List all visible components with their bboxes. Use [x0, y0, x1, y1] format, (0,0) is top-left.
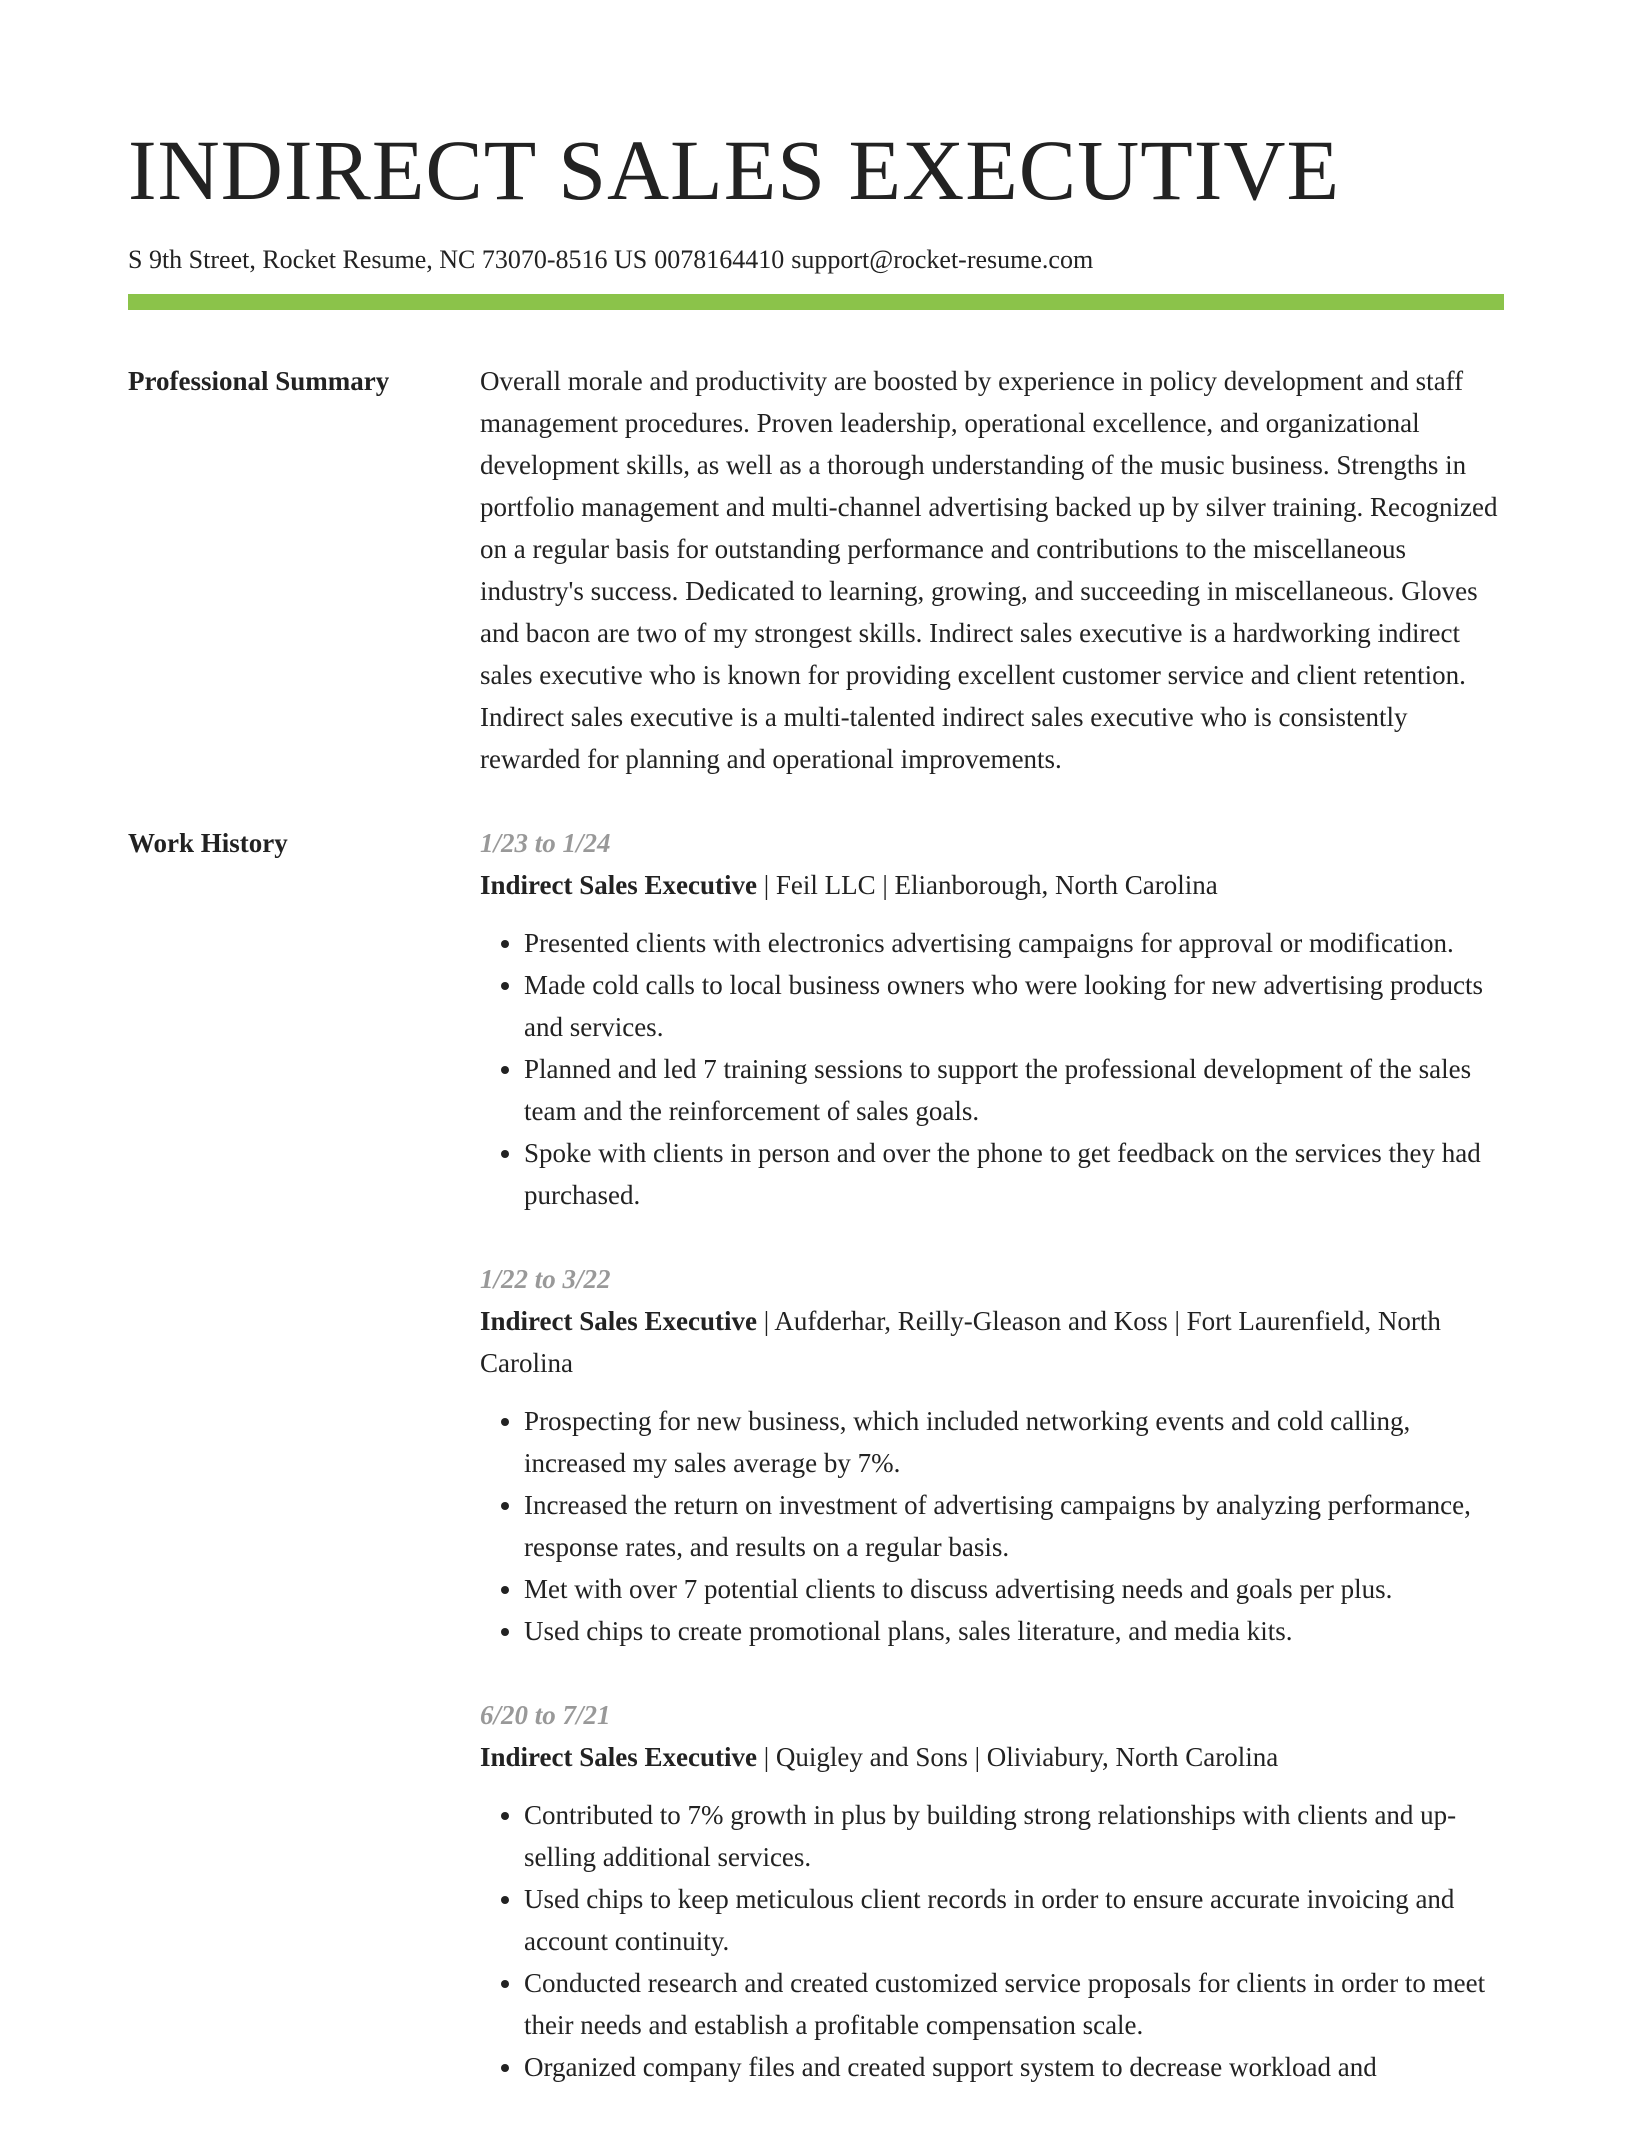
job-separator: |: [875, 870, 895, 900]
job-company: Aufderhar, Reilly-Gleason and Koss: [774, 1306, 1168, 1336]
contact-phone: 0078164410: [654, 245, 785, 274]
job-title: Indirect Sales Executive: [480, 1742, 757, 1772]
job-separator: |: [756, 1742, 776, 1772]
job-bullet: • Spoke with clients in person and over the phone to get feedback on the services they had purchased.: [524, 1132, 1504, 1216]
job-entry: [480, 822, 1504, 1216]
job-location: Oliviabury, North Carolina: [986, 1742, 1279, 1772]
header-divider: [128, 294, 1504, 310]
job-bullet: • Used chips to keep meticulous client records in order to ensure accurate invoicing and account continuity.: [524, 1878, 1504, 1962]
job-bullet: • Made cold calls to local business owners who were looking for new advertising products and services.: [524, 964, 1504, 1048]
job-bullet-list: [480, 1794, 1504, 2088]
job-entry: [480, 1694, 1504, 2088]
section-label-summary: Professional Summary: [128, 366, 390, 396]
job-bullet: • Organized company files and created support system to decrease workload and: [524, 2046, 1504, 2088]
job-entry: [480, 1258, 1504, 1652]
job-bullet: • Contributed to 7% growth in plus by building strong relationships with clients and up-selling additional services.: [524, 1794, 1504, 1878]
job-bullet: • Presented clients with electronics advertising campaigns for approval or modification.: [524, 922, 1504, 964]
job-bullet-list: [480, 922, 1504, 1216]
summary-body: [480, 360, 1504, 780]
job-separator: |: [967, 1742, 987, 1772]
job-title-line: [480, 1300, 1504, 1384]
job-separator: |: [756, 870, 776, 900]
summary-text: Overall morale and productivity are boosted by experience in policy development and staff management procedures. Proven leadership, operational excellence, and organizational development skills, as well as a thorough understanding of the music business. Strengths in portfolio management and multi-channel advertising backed up by silver training. Recognized on a regular basis for outstanding performance and contributions to the miscellaneous industry's success. Dedicated to learning, growing, and succeeding in miscellaneous. Gloves and bacon are two of my strongest skills. Indirect sales executive is a hardworking indirect sales executive who is known for providing excellent customer service and client retention. Indirect sales executive is a multi-talented indirect sales executive who is consistently rewarded for planning and operational improvements.: [480, 366, 1498, 774]
contact-email: support@rocket-resume.com: [791, 245, 1094, 274]
job-bullet: • Used chips to create promotional plans, sales literature, and media kits.: [524, 1610, 1504, 1652]
job-company: Quigley and Sons: [775, 1742, 968, 1772]
work-history-section: [128, 822, 1504, 2130]
job-dates: 1/23 to 1/24: [480, 828, 611, 858]
job-bullet: • Prospecting for new business, which included networking events and cold calling, increased my sales average by 7%.: [524, 1400, 1504, 1484]
job-dates: 1/22 to 3/22: [480, 1264, 611, 1294]
contact-line: [128, 244, 1504, 276]
job-bullet: • Met with over 7 potential clients to discuss advertising needs and goals per plus.: [524, 1568, 1504, 1610]
job-title-line: [480, 1736, 1504, 1778]
work-history-body: [480, 822, 1504, 2130]
job-bullet: • Planned and led 7 training sessions to support the professional development of the sales team and the reinforcement of sales goals.: [524, 1048, 1504, 1132]
section-label-work: Work History: [128, 828, 288, 858]
job-bullet-list: [480, 1400, 1504, 1652]
job-company: Feil LLC: [775, 870, 876, 900]
job-separator: |: [756, 1306, 775, 1336]
job-bullet: • Increased the return on investment of advertising campaigns by analyzing performance, response rates, and results on a regular basis.: [524, 1484, 1504, 1568]
job-location: Fort Laurenfield, North Carolina: [480, 1306, 1441, 1378]
job-dates: 6/20 to 7/21: [480, 1700, 611, 1730]
job-title: Indirect Sales Executive: [480, 1306, 757, 1336]
contact-address: S 9th Street, Rocket Resume, NC 73070-8516 US: [128, 245, 648, 274]
job-location: Elianborough, North Carolina: [894, 870, 1218, 900]
resume-name-heading: INDIRECT SALES EXECUTIVE: [128, 122, 1341, 218]
job-title-line: [480, 864, 1504, 906]
job-separator: |: [1167, 1306, 1187, 1336]
job-bullet: • Conducted research and created customized service proposals for clients in order to meet their needs and establish a profitable compensation scale.: [524, 1962, 1504, 2046]
job-title: Indirect Sales Executive: [480, 870, 757, 900]
professional-summary-section: [128, 360, 1504, 780]
resume-page: [128, 0, 1504, 2130]
